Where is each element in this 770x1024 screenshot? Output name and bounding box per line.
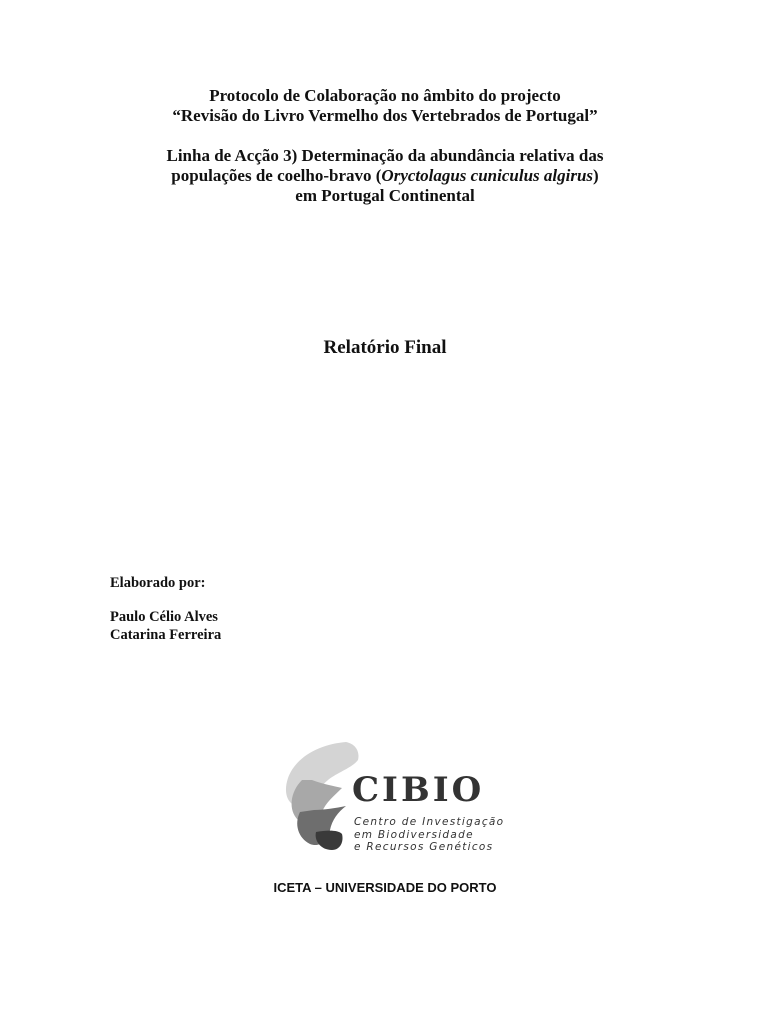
author-name: Catarina Ferreira [110,627,222,643]
header-line-2: “Revisão do Livro Vermelho dos Vertebrados de Portugal” [172,106,598,125]
header-line-4-suffix: ) [593,166,599,185]
header-line-4 [0,166,770,186]
institution-name: ICETA – UNIVERSIDADE DO PORTO [273,880,497,895]
species-name: Oryctolagus cuniculus algirus [381,166,594,185]
report-title: Relatório Final [323,337,447,358]
logo-subtitle-line: e Recursos Genéticos [354,841,494,853]
logo-subtitle [354,816,504,854]
authors-label: Elaborado por: [110,575,206,591]
project-header [0,86,770,206]
header-line-4-prefix: populações de coelho-bravo ( [171,166,382,185]
authors-block [110,574,221,644]
cibio-leaf-logo-icon [276,740,360,852]
logo-subtitle-line: Centro de Investigação [354,816,505,828]
header-line-5: em Portugal Continental [295,186,475,205]
logo-subtitle-line: em Biodiversidade [354,828,474,841]
header-line-3: Linha de Acção 3) Determinação da abundância relativa das [166,146,604,165]
header-line-1: Protocolo de Colaboração no âmbito do projecto [209,86,561,105]
cibio-logo [276,740,505,860]
logo-wordmark: CIBIO [352,770,485,810]
author-name: Paulo Célio Alves [110,609,218,625]
